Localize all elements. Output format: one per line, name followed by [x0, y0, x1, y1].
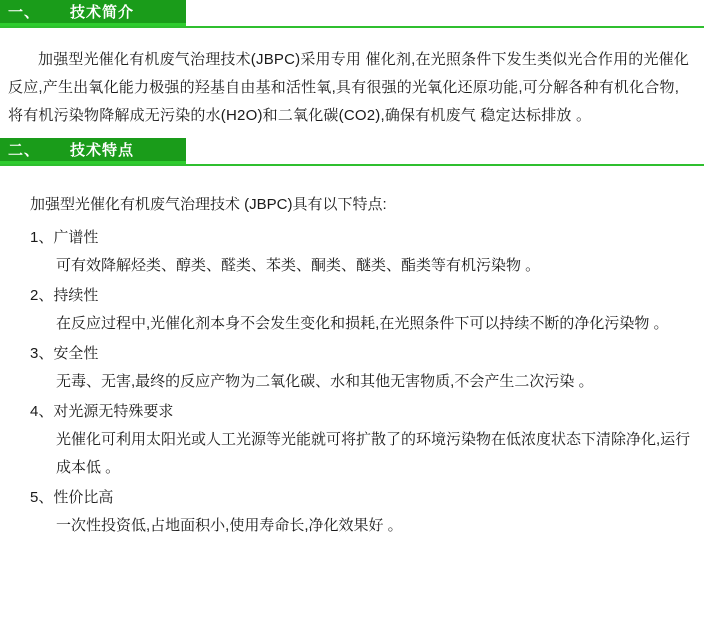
section-1-body: [0, 28, 704, 130]
list-item: [30, 224, 694, 280]
feature-description: 无毒、无害,最终的反应产物为二氧化碳、水和其他无害物质,不会产生二次污染 。: [56, 373, 594, 390]
section-1-title: 技术简介: [70, 4, 135, 21]
feature-description: 一次性投资低,占地面积小,使用寿命长,净化效果好 。: [56, 517, 403, 534]
section-2-heading: [0, 138, 186, 164]
feature-label: 3、安全性: [30, 345, 99, 362]
section-1-heading: [0, 0, 186, 26]
spacer: [0, 130, 704, 138]
feature-label: 4、对光源无特殊要求: [30, 403, 174, 420]
list-item: [30, 398, 694, 482]
list-item: [30, 484, 694, 540]
section-2-number: 二、: [8, 142, 41, 159]
section-2-title: 技术特点: [70, 142, 135, 159]
feature-list: [0, 218, 704, 540]
feature-description: 在反应过程中,光催化剂本身不会发生变化和损耗,在光照条件下可以持续不断的净化污染物 。: [56, 315, 669, 332]
section-1-paragraph: 加强型光催化有机废气治理技术(JBPC)采用专用 催化剂,在光照条件下发生类似光合作用的光催化反应,产生出氧化能力极强的羟基自由基和活性氧,具有很强的光氧化还原功能,可分解各种有机化合物,将有机污染物降解成无污染的水(H2O)和二氧化碳(CO2),确保有机废气 稳定达标排放 。: [8, 51, 690, 124]
section-2-heading-bar: [0, 138, 704, 166]
section-2-intro: 加强型光催化有机废气治理技术 (JBPC)具有以下特点:: [30, 196, 387, 213]
section-1-number: 一、: [8, 4, 41, 21]
feature-label: 2、持续性: [30, 287, 99, 304]
list-item: [30, 282, 694, 338]
feature-description: 可有效降解烃类、醇类、醛类、苯类、酮类、醚类、酯类等有机污染物 。: [56, 257, 541, 274]
section-1-heading-bar: [0, 0, 704, 28]
feature-label: 1、广谱性: [30, 229, 99, 246]
feature-label: 5、性价比高: [30, 489, 114, 506]
feature-description: 光催化可利用太阳光或人工光源等光能就可将扩散了的环境污染物在低浓度状态下清除净化,运行成本低 。: [56, 431, 691, 476]
list-item: [30, 340, 694, 396]
